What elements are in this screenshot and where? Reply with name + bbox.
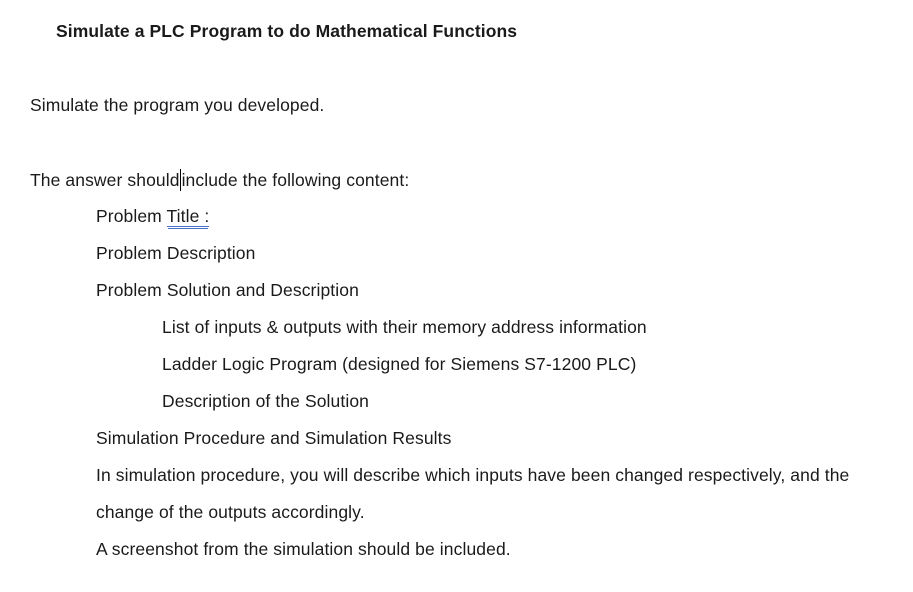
problem-solution-item: Problem Solution and Description bbox=[96, 280, 359, 300]
simulation-text-line-2: change of the outputs accordingly. bbox=[96, 502, 365, 522]
problem-description-item: Problem Description bbox=[96, 243, 256, 263]
screenshot-note-item: A screenshot from the simulation should be included. bbox=[96, 539, 511, 559]
solution-subitem: List of inputs & outputs with their memory address information bbox=[162, 317, 647, 337]
simulation-heading-item: Simulation Procedure and Simulation Results bbox=[96, 428, 452, 448]
answer-intro-text-start: The answer should bbox=[30, 170, 180, 190]
problem-title-underlined[interactable]: Title : bbox=[166, 206, 210, 226]
solution-subitem: Ladder Logic Program (designed for Siemens S7-1200 PLC) bbox=[162, 354, 637, 374]
problem-title-prefix: Problem bbox=[96, 206, 167, 226]
text-cursor bbox=[180, 169, 181, 191]
answer-intro-text-end: include the following content: bbox=[181, 170, 410, 190]
document-title: Simulate a PLC Program to do Mathematical Functions bbox=[56, 21, 518, 41]
answer-intro-paragraph bbox=[30, 169, 409, 191]
simulation-text-line-1: In simulation procedure, you will describe which inputs have been changed respectively, and the bbox=[96, 465, 850, 485]
intro-paragraph: Simulate the program you developed. bbox=[30, 95, 325, 115]
solution-subitem: Description of the Solution bbox=[162, 391, 369, 411]
problem-title-item bbox=[96, 205, 209, 227]
